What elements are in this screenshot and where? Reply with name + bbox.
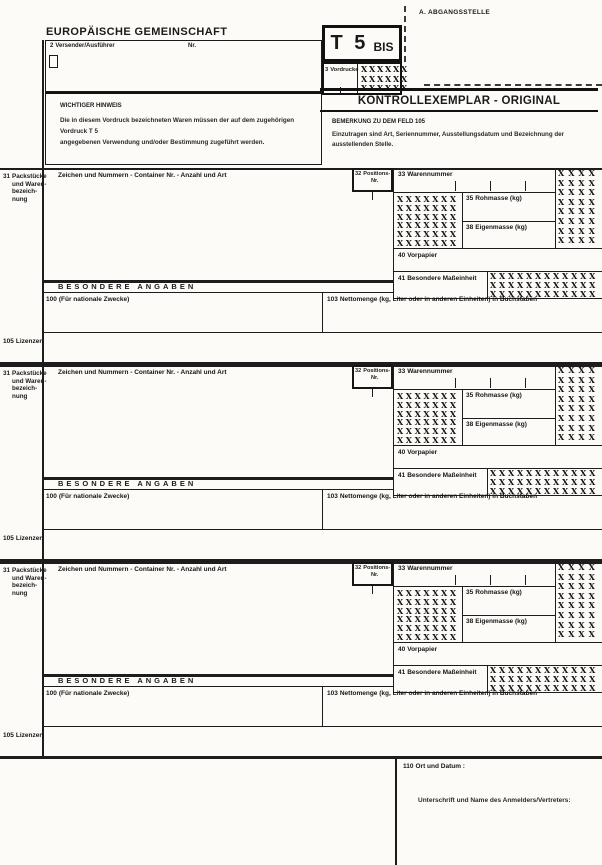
tick-mark: [372, 586, 373, 594]
notice-title: WICHTIGER HINWEIS: [60, 103, 122, 109]
notice-text: Die in diesem Vordruck bezeichneten Waren müssen der auf dem zugehörigen Vordruck T 5 angegebenen Verwendung und/oder Bestimmung zugeführt werden.: [60, 117, 295, 146]
rule: [462, 389, 463, 445]
box-100-national-use: 100 (Für nationale Zwecke): [46, 493, 130, 500]
rule: [487, 271, 488, 298]
box-110-place-date: [395, 759, 602, 865]
rule: [393, 445, 602, 446]
box-33-commodity-code: 33 Warennummer: [398, 565, 453, 572]
rule: [555, 168, 556, 248]
box-100-national-use: 100 (Für nationale Zwecke): [46, 296, 130, 303]
field-remark-text: Einzutragen sind Art, Seriennummer, Ausstellungsdatum und Bezeichnung der ausstellenden Stelle.: [332, 131, 564, 148]
rule: [393, 248, 602, 249]
important-notice-box: [45, 92, 322, 165]
cut-line-horizontal: [424, 84, 602, 86]
tick-mark: [525, 575, 526, 585]
box-31-goods-label: 31 Packstücke und Waren- bezeich- nung: [3, 567, 47, 597]
box-35-gross-mass: 35 Rohmasse (kg): [466, 589, 522, 596]
rule: [462, 221, 555, 222]
x-placeholder-block: XXXXXXX XXXXXXX XXXXXXX XXXXXXX XXXXXXX XXXXXXX: [397, 391, 459, 445]
tick-mark: [455, 575, 456, 585]
rule: [42, 489, 393, 490]
box-110-label: 110 Ort und Datum :: [403, 763, 465, 770]
rule: [555, 365, 556, 445]
tick-mark: [455, 378, 456, 388]
x-placeholder-column: XXXX XXXX XXXX XXXX XXXX XXXX XXXX XXXX: [558, 562, 599, 640]
box-33-commodity-code: 33 Warennummer: [398, 171, 453, 178]
rule: [393, 192, 555, 193]
box-41-supplementary-units: 41 Besondere Maßeinheit: [398, 275, 477, 282]
rule: [42, 332, 602, 333]
cut-line-vertical: [404, 6, 406, 62]
rule: [462, 418, 555, 419]
item-section: [0, 365, 602, 562]
x-placeholder-column: XXXX XXXX XXXX XXXX XXXX XXXX XXXX XXXX: [558, 168, 599, 246]
tick-mark: [455, 181, 456, 191]
box-32-item-number: 32 Positions- Nr.: [352, 168, 393, 192]
community-title: EUROPÄISCHE GEMEINSCHAFT: [46, 26, 228, 38]
tick-mark: [372, 192, 373, 200]
rule: [462, 192, 463, 248]
rule: [393, 642, 602, 643]
box-3-label: 3 Vordrucke: [324, 64, 358, 93]
marks-numbers-header: Zeichen und Nummern - Container Nr. - Anzahl und Art: [58, 369, 227, 376]
box-40-previous-document: 40 Vorpapier: [398, 449, 438, 456]
x-placeholder-block: XXXXXXXXXXXX XXXXXXXXXXXX XXXXXXXXXXXX: [490, 271, 599, 299]
box-38-net-mass: 38 Eigenmasse (kg): [466, 618, 527, 625]
box-105-licences: 105 Lizenzen: [3, 732, 44, 739]
rule: [42, 726, 602, 727]
tick-mark: [490, 575, 491, 585]
departure-office-label: A. ABGANGSSTELLE: [419, 9, 491, 16]
rule: [42, 292, 393, 293]
rule: [462, 615, 555, 616]
box-2-label: 2 Versender/Ausführer: [50, 43, 115, 49]
box-103-net-quantity-words: 103 Nettomenge (kg, Liter oder in anderen Einheiten) in Buchstaben: [327, 690, 538, 697]
box-41-supplementary-units: 41 Besondere Maßeinheit: [398, 669, 477, 676]
box-2-number: 2: [50, 43, 54, 49]
box-32-item-number: 32 Positions- Nr.: [352, 365, 393, 389]
tick-mark: [525, 181, 526, 191]
box-38-net-mass: 38 Eigenmasse (kg): [466, 421, 527, 428]
box-103-net-quantity-words: 103 Nettomenge (kg, Liter oder in anderen Einheiten) in Buchstaben: [327, 296, 538, 303]
box-35-gross-mass: 35 Rohmasse (kg): [466, 392, 522, 399]
box-38-net-mass: 38 Eigenmasse (kg): [466, 224, 527, 231]
signature-label: Unterschrift und Name des Anmelders/Vertreters:: [418, 797, 571, 804]
rule: [462, 586, 463, 642]
rule: [42, 529, 602, 530]
rule: [393, 365, 394, 495]
section-top-rule: [0, 168, 602, 170]
x-placeholder-block: XXXXXXX XXXXXXX XXXXXXX XXXXXXX XXXXXXX XXXXXXX: [397, 194, 459, 248]
section-top-rule: [0, 562, 602, 564]
box-105-licences: 105 Lizenzen: [3, 338, 44, 345]
box-40-previous-document: 40 Vorpapier: [398, 646, 438, 653]
x-placeholder-block: XXXXXXX XXXXXXX XXXXXXX XXXXXXX XXXXXXX XXXXXXX: [397, 588, 459, 642]
rule: [42, 686, 393, 687]
x-placeholder-block: XXXXXX XXXXXX XXXXXX: [361, 64, 410, 93]
tick-mark: [525, 378, 526, 388]
box-31-goods-label: 31 Packstücke und Waren- bezeich- nung: [3, 370, 47, 400]
form-code-t5bis: [322, 25, 402, 62]
box-33-commodity-code: 33 Warennummer: [398, 368, 453, 375]
special-mentions-bar: BESONDERE ANGABEN: [58, 282, 197, 291]
box-105-licences: 105 Lizenzen: [3, 535, 44, 542]
box-2-nr-label: Nr.: [188, 43, 197, 49]
box-32-item-number: 32 Positions- Nr.: [352, 562, 393, 586]
special-mentions-bar: BESONDERE ANGABEN: [58, 479, 197, 488]
box-103-net-quantity-words: 103 Nettomenge (kg, Liter oder in anderen Einheiten) in Buchstaben: [327, 493, 538, 500]
box-31-goods-label: 31 Packstücke und Waren- bezeich- nung: [3, 173, 47, 203]
rule: [322, 292, 323, 332]
rule: [487, 665, 488, 692]
rule: [487, 468, 488, 495]
box-40-previous-document: 40 Vorpapier: [398, 252, 438, 259]
rule: [555, 562, 556, 642]
form-code-main: T 5: [330, 32, 369, 54]
box-35-gross-mass: 35 Rohmasse (kg): [466, 195, 522, 202]
item-section: [0, 562, 602, 759]
x-placeholder-block: XXXXXXXXXXXX XXXXXXXXXXXX XXXXXXXXXXXX: [490, 665, 599, 693]
box-100-national-use: 100 (Für nationale Zwecke): [46, 690, 130, 697]
box-2-sender: [45, 40, 322, 92]
rule: [393, 389, 555, 390]
item-section: [0, 168, 602, 365]
field-remark-title: BEMERKUNG ZU DEM FELD 105: [332, 119, 426, 125]
x-placeholder-column: XXXX XXXX XXXX XXXX XXXX XXXX XXXX XXXX: [558, 365, 599, 443]
form-code-suffix: BIS: [373, 40, 394, 54]
section-top-rule: [0, 365, 602, 367]
x-placeholder-block: XXXXXXXXXXXX XXXXXXXXXXXX XXXXXXXXXXXX: [490, 468, 599, 496]
sender-checkbox: [49, 55, 58, 68]
rule: [322, 489, 323, 529]
marks-numbers-header: Zeichen und Nummern - Container Nr. - Anzahl und Art: [58, 172, 227, 179]
box-41-supplementary-units: 41 Besondere Maßeinheit: [398, 472, 477, 479]
rule: [393, 586, 555, 587]
tick-mark: [490, 181, 491, 191]
rule: [393, 168, 394, 298]
control-copy-title: KONTROLLEXEMPLAR - ORIGINAL: [320, 88, 598, 112]
special-mentions-bar: BESONDERE ANGABEN: [58, 676, 197, 685]
marks-numbers-header: Zeichen und Nummern - Container Nr. - Anzahl und Art: [58, 566, 227, 573]
rule: [393, 562, 394, 692]
rule: [322, 686, 323, 726]
tick-mark: [372, 389, 373, 397]
tick-mark: [490, 378, 491, 388]
